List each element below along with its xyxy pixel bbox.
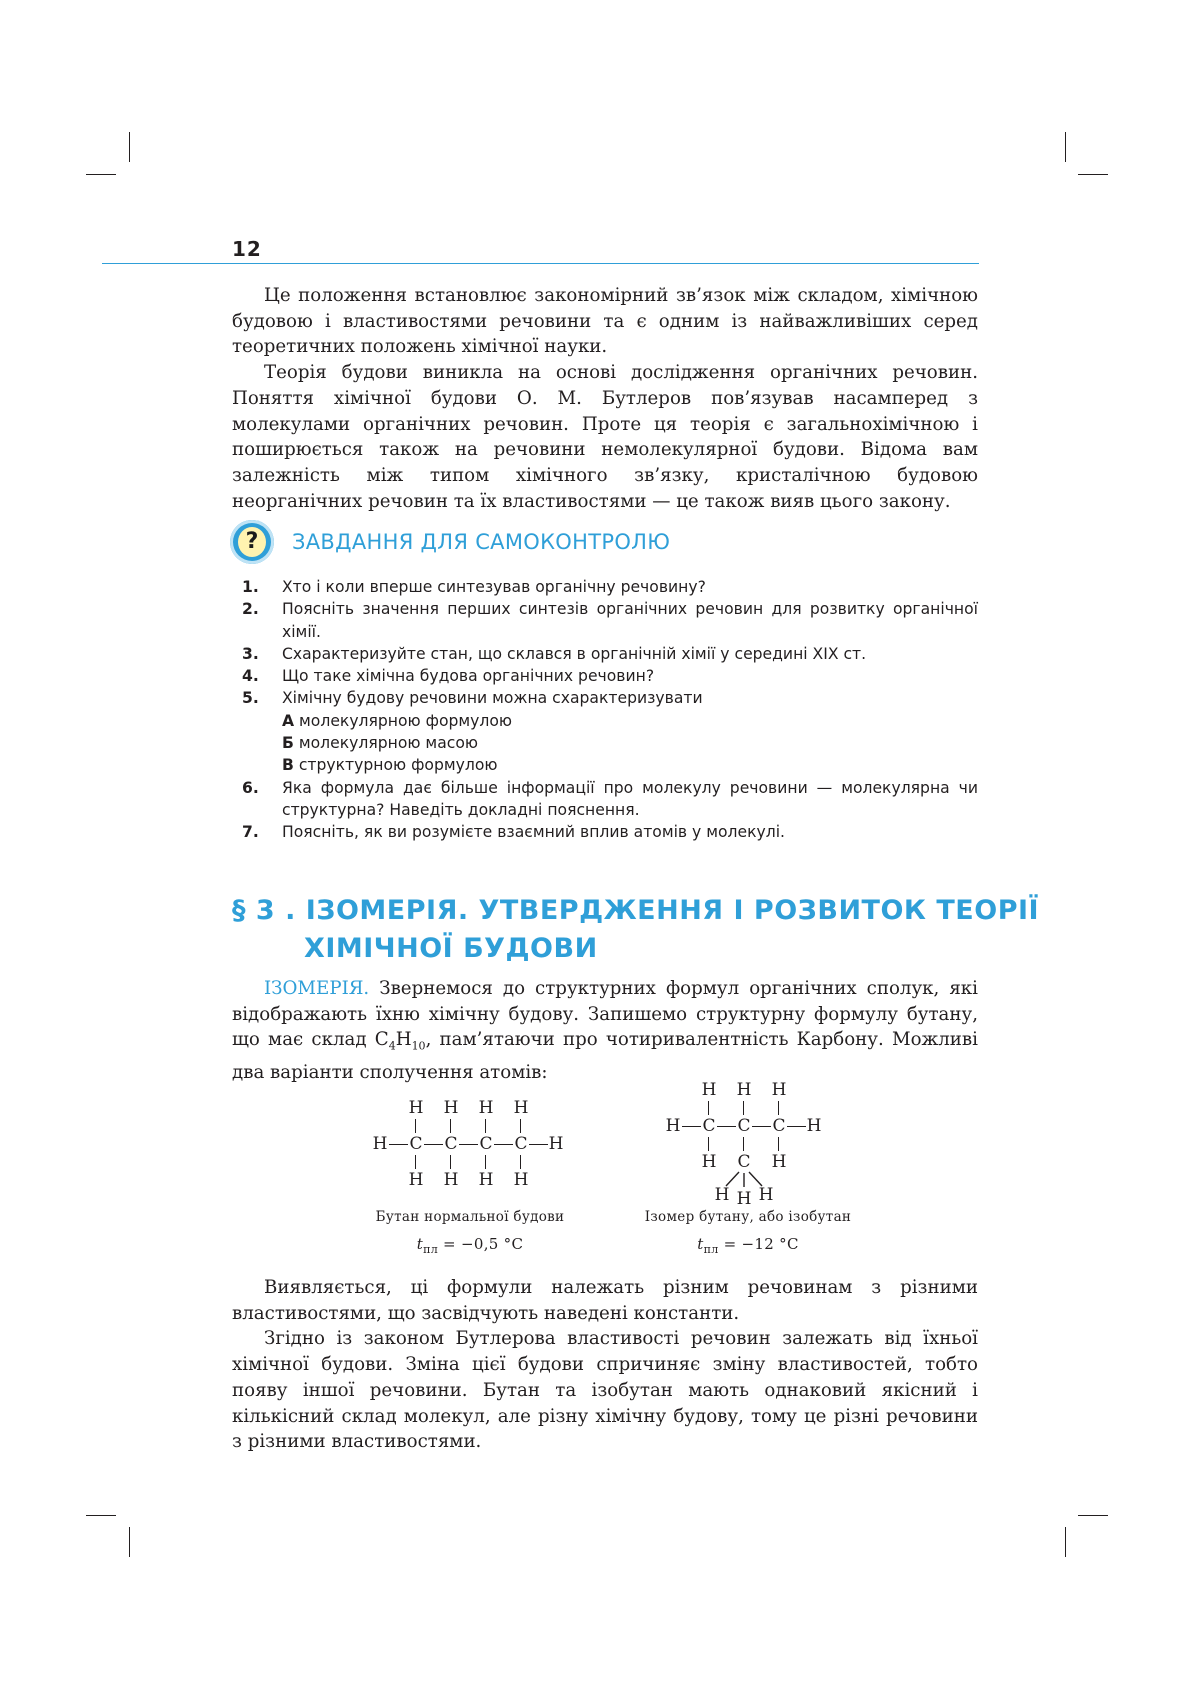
temp-value: = −0,5 °C bbox=[437, 1235, 524, 1253]
task-text: Схарактеризуйте стан, що склався в органічній хімії у середині XIX ст. bbox=[282, 644, 867, 663]
atom-c: C bbox=[772, 1116, 786, 1136]
atom-h: H bbox=[701, 1080, 717, 1100]
self-control-header bbox=[230, 516, 670, 568]
atom-c: C bbox=[702, 1116, 716, 1136]
crop-mark bbox=[1078, 1515, 1108, 1516]
intro-text bbox=[232, 283, 978, 514]
task-list bbox=[242, 576, 978, 844]
task-text: Поясніть, як ви розумієте взаємний вплив атомів у молекулі. bbox=[282, 823, 786, 842]
crop-mark bbox=[1065, 132, 1066, 162]
atom-h: H bbox=[443, 1170, 459, 1190]
atom-h: H bbox=[665, 1116, 681, 1136]
subscript: пл bbox=[423, 1243, 438, 1256]
crop-mark bbox=[1078, 174, 1108, 175]
task-text: Що таке хімічна будова органічних речовин? bbox=[282, 667, 655, 686]
task-number: 4. bbox=[242, 667, 259, 686]
option-letter: Б bbox=[282, 734, 294, 753]
subscript: 10 bbox=[411, 1040, 426, 1054]
melting-point bbox=[350, 1235, 590, 1256]
option-text: молекулярною формулою bbox=[299, 711, 513, 730]
section-title bbox=[232, 892, 1039, 968]
atom-h: H bbox=[408, 1098, 424, 1118]
self-control-title: ЗАВДАННЯ ДЛЯ САМОКОНТРОЛЮ bbox=[292, 530, 671, 554]
melting-point bbox=[628, 1235, 868, 1256]
crop-mark bbox=[129, 1527, 130, 1557]
section-title-line: § 3 . ІЗОМЕРІЯ. УТВЕРДЖЕННЯ І РОЗВИТОК ТЕОРІЇ bbox=[232, 895, 1040, 926]
atom-c: C bbox=[737, 1152, 751, 1172]
task-number: 6. bbox=[242, 778, 259, 797]
bond bbox=[485, 1119, 486, 1133]
bond bbox=[485, 1155, 486, 1169]
isomery-text bbox=[232, 976, 978, 1085]
bond bbox=[726, 1172, 739, 1186]
option-letter: В bbox=[282, 756, 294, 775]
atom-c: C bbox=[409, 1134, 423, 1154]
atom-h: H bbox=[513, 1098, 529, 1118]
option-text: молекулярною масою bbox=[298, 734, 478, 753]
crop-mark bbox=[86, 1515, 116, 1516]
bond bbox=[450, 1155, 451, 1169]
section-title-line: ХІМІЧНОЇ БУДОВИ bbox=[304, 933, 598, 964]
question-icon bbox=[230, 520, 274, 564]
paragraph: Виявляється, ці формули належать різним речовинам з різними властивостями, що засвідчують наведені константи. bbox=[232, 1277, 978, 1324]
paragraph: Теорія будови виникла на основі дослідження органічних речовин. Поняття хімічної будови О. М. Бутлеров пов’язував насамперед з молекулами органічних речовин. Проте ця теорія є загальнохімічною і поширюється також на речовини немолекулярної будови. Відома вам залежність між типом хімічного зв’язку, кристалічною будовою неорганічних речовин та їх властивостями — це також вияв цього закону. bbox=[232, 362, 978, 512]
paragraph: Це положення встановлює закономірний зв’язок між складом, хімічною будовою і властивостями речовини та є одним із найважливіших серед теоретичних положень хімічної науки. bbox=[232, 285, 978, 358]
atom-c: C bbox=[479, 1134, 493, 1154]
term-highlight: ІЗОМЕРІЯ. bbox=[264, 978, 370, 999]
list-item bbox=[242, 821, 978, 843]
closing-text bbox=[232, 1275, 978, 1455]
text-run: Звернемося до структурних формул органічних сполук, які відображають їхню хімічну будову. Запишемо структурну формулу бутану, що має склад C bbox=[232, 978, 978, 1051]
bond bbox=[520, 1155, 521, 1169]
atom-h: H bbox=[758, 1185, 774, 1205]
text-run: , пам’ятаючи про чотиривалентність Карбону. Можливі два варіанти сполучення атомів: bbox=[232, 1029, 978, 1083]
list-item bbox=[242, 598, 978, 643]
crop-mark bbox=[86, 174, 116, 175]
atom-h: H bbox=[771, 1152, 787, 1172]
temp-value: = −12 °C bbox=[718, 1235, 799, 1253]
task-text: Поясніть значення перших синтезів органічних речовин для розвитку органічної хімії. bbox=[282, 600, 978, 641]
bond bbox=[415, 1119, 416, 1133]
atom-h: H bbox=[736, 1080, 752, 1100]
header-rule bbox=[102, 263, 979, 264]
atom-h: H bbox=[372, 1134, 388, 1154]
page-number: 12 bbox=[232, 237, 262, 261]
answer-option bbox=[242, 710, 978, 732]
option-text: структурною формулою bbox=[298, 756, 498, 775]
task-text: Хімічну будову речовини можна схарактеризувати bbox=[282, 689, 703, 708]
answer-option bbox=[242, 754, 978, 776]
atom-h: H bbox=[714, 1185, 730, 1205]
task-text: Хто і коли вперше синтезував органічну речовину? bbox=[282, 578, 706, 596]
temp-symbol: t bbox=[697, 1235, 704, 1253]
atom-h: H bbox=[736, 1189, 752, 1209]
butane-caption bbox=[350, 1209, 590, 1256]
list-item bbox=[242, 643, 978, 665]
subscript: 4 bbox=[388, 1040, 396, 1054]
isobutane-caption bbox=[628, 1209, 868, 1256]
atom-c: C bbox=[737, 1116, 751, 1136]
subscript: пл bbox=[703, 1243, 719, 1256]
task-text: Яка формула дає більше інформації про молекулу речовини — молекулярна чи структурна? Наведіть докладні пояснення. bbox=[282, 778, 978, 819]
list-item bbox=[242, 576, 978, 598]
atom-h: H bbox=[443, 1098, 459, 1118]
list-item bbox=[242, 665, 978, 687]
task-number: 5. bbox=[242, 689, 259, 708]
crop-mark bbox=[1065, 1527, 1066, 1557]
atom-h: H bbox=[478, 1098, 494, 1118]
atom-h: H bbox=[478, 1170, 494, 1190]
temp-symbol: t bbox=[416, 1235, 424, 1253]
list-item bbox=[242, 777, 978, 822]
task-number: 7. bbox=[242, 823, 259, 842]
option-letter: А bbox=[282, 711, 295, 730]
bond bbox=[415, 1155, 416, 1169]
caption-text: Бутан нормальної будови bbox=[375, 1209, 565, 1225]
atom-h: H bbox=[701, 1152, 717, 1172]
paragraph bbox=[232, 976, 978, 1085]
atom-c: C bbox=[514, 1134, 528, 1154]
bond bbox=[749, 1172, 762, 1186]
atom-h: H bbox=[408, 1170, 424, 1190]
atom-h: H bbox=[548, 1134, 564, 1154]
isobutane-formula bbox=[662, 1078, 832, 1208]
bond bbox=[520, 1119, 521, 1133]
task-number: 2. bbox=[242, 600, 259, 619]
crop-mark bbox=[129, 132, 130, 162]
text-run: H bbox=[395, 1029, 412, 1051]
atom-h: H bbox=[806, 1116, 822, 1136]
list-item bbox=[242, 687, 978, 709]
paragraph: Згідно із законом Бутлерова властивості речовин залежать від їхньої хімічної будови. Зміна цієї будови спричиняє зміну властивостей, тобто появу іншої речовини. Бутан та ізобутан мають однаковий якісний і кількісний склад молекул, але різну хімічну будову, тому це різні речовини з різними властивостями. bbox=[232, 1328, 978, 1453]
task-number: 1. bbox=[242, 578, 259, 596]
atom-h: H bbox=[771, 1080, 787, 1100]
caption-text: Ізомер бутану, або ізобутан bbox=[644, 1209, 852, 1225]
bond bbox=[450, 1119, 451, 1133]
butane-formula bbox=[370, 1096, 570, 1196]
task-number: 3. bbox=[242, 644, 259, 663]
atom-c: C bbox=[444, 1134, 458, 1154]
atom-h: H bbox=[513, 1170, 529, 1190]
question-glyph: ? bbox=[238, 527, 266, 557]
answer-option bbox=[242, 732, 978, 754]
